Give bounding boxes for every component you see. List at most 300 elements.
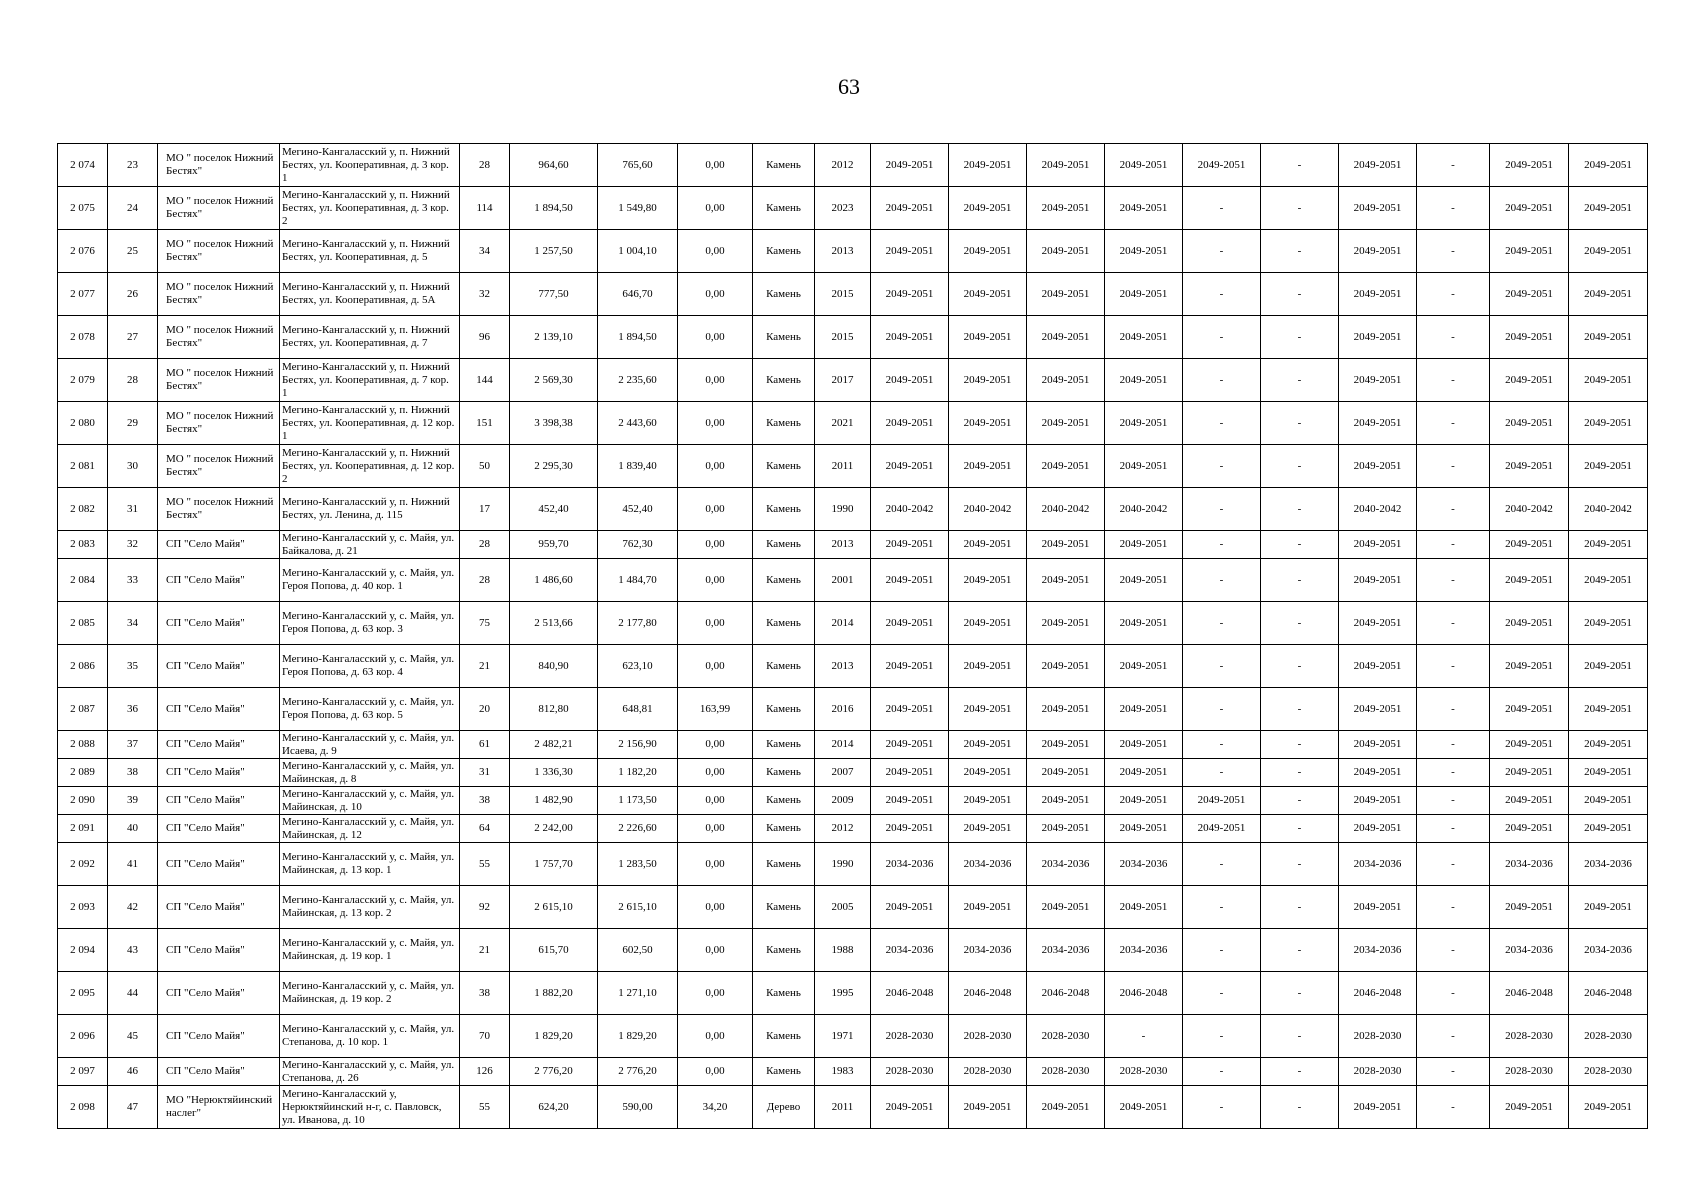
commission-year-cell: 2012 (815, 815, 871, 843)
repair-period-2-cell: 2049-2051 (949, 402, 1027, 445)
municipality-cell: МО " поселок Нижний Бестях" (158, 316, 280, 359)
commission-year-cell: 2012 (815, 144, 871, 187)
address-cell: Мегино-Кангаласский у, с. Майя, ул. Героя Попова, д. 63 кор. 5 (280, 688, 460, 731)
commission-year-cell: 2011 (815, 1086, 871, 1129)
total-area-cell: 3 398,38 (510, 402, 598, 445)
address-cell: Мегино-Кангаласский у, с. Майя, ул. Героя Попова, д. 63 кор. 4 (280, 645, 460, 688)
repair-period-5-cell: 2049-2051 (1183, 815, 1261, 843)
repair-period-10-cell: 2028-2030 (1569, 1015, 1648, 1058)
repair-period-8-cell: - (1417, 787, 1490, 815)
municipality-cell: СП "Село Майя" (158, 843, 280, 886)
total-area-cell: 1 486,60 (510, 559, 598, 602)
living-area-cell: 1 271,10 (598, 972, 678, 1015)
repair-period-6-cell: - (1261, 445, 1339, 488)
nonresidential-area-cell: 0,00 (678, 273, 753, 316)
repair-period-6-cell: - (1261, 316, 1339, 359)
table-row (58, 316, 1648, 359)
table-row (58, 144, 1648, 187)
repair-period-9-cell: 2049-2051 (1490, 187, 1569, 230)
repair-period-1-cell: 2049-2051 (871, 559, 949, 602)
repair-period-10-cell: 2046-2048 (1569, 972, 1648, 1015)
table-row (58, 815, 1648, 843)
repair-period-9-cell: 2049-2051 (1490, 1086, 1569, 1129)
municipality-cell: СП "Село Майя" (158, 645, 280, 688)
commission-year-cell: 2007 (815, 759, 871, 787)
address-cell: Мегино-Кангаласский у, п. Нижний Бестях, ул. Кооперативная, д. 5А (280, 273, 460, 316)
repair-period-7-cell: 2049-2051 (1339, 559, 1417, 602)
repair-period-3-cell: 2028-2030 (1027, 1015, 1105, 1058)
address-cell: Мегино-Кангаласский у, Нерюктяйинский н-г, с. Павловск, ул. Иванова, д. 10 (280, 1086, 460, 1129)
repair-period-7-cell: 2049-2051 (1339, 316, 1417, 359)
item-number-cell: 33 (108, 559, 158, 602)
repair-period-2-cell: 2049-2051 (949, 273, 1027, 316)
nonresidential-area-cell: 163,99 (678, 688, 753, 731)
repair-period-6-cell: - (1261, 187, 1339, 230)
repair-period-6-cell: - (1261, 688, 1339, 731)
repair-period-4-cell: 2040-2042 (1105, 488, 1183, 531)
wall-material-cell: Камень (753, 316, 815, 359)
wall-material-cell: Камень (753, 843, 815, 886)
repair-period-3-cell: 2049-2051 (1027, 645, 1105, 688)
repair-period-4-cell: 2028-2030 (1105, 1058, 1183, 1086)
repair-period-5-cell: - (1183, 759, 1261, 787)
item-number-cell: 44 (108, 972, 158, 1015)
repair-period-10-cell: 2034-2036 (1569, 929, 1648, 972)
repair-period-1-cell: 2049-2051 (871, 359, 949, 402)
address-cell: Мегино-Кангаласский у, с. Майя, ул. Степанова, д. 10 кор. 1 (280, 1015, 460, 1058)
address-cell: Мегино-Кангаласский у, п. Нижний Бестях, ул. Кооперативная, д. 7 кор. 1 (280, 359, 460, 402)
item-number-cell: 25 (108, 230, 158, 273)
repair-period-2-cell: 2049-2051 (949, 445, 1027, 488)
wall-material-cell: Камень (753, 402, 815, 445)
repair-period-6-cell: - (1261, 531, 1339, 559)
living-area-cell: 2 156,90 (598, 731, 678, 759)
residents-cell: 38 (460, 972, 510, 1015)
repair-period-3-cell: 2049-2051 (1027, 602, 1105, 645)
repair-period-2-cell: 2049-2051 (949, 359, 1027, 402)
repair-period-10-cell: 2049-2051 (1569, 815, 1648, 843)
repair-period-8-cell: - (1417, 815, 1490, 843)
living-area-cell: 2 615,10 (598, 886, 678, 929)
living-area-cell: 1 839,40 (598, 445, 678, 488)
wall-material-cell: Камень (753, 531, 815, 559)
repair-period-5-cell: - (1183, 843, 1261, 886)
housing-register-table (57, 143, 1648, 1129)
municipality-cell: МО " поселок Нижний Бестях" (158, 144, 280, 187)
repair-period-3-cell: 2049-2051 (1027, 187, 1105, 230)
repair-period-7-cell: 2049-2051 (1339, 886, 1417, 929)
total-area-cell: 1 882,20 (510, 972, 598, 1015)
repair-period-9-cell: 2049-2051 (1490, 230, 1569, 273)
repair-period-8-cell: - (1417, 759, 1490, 787)
table-row (58, 273, 1648, 316)
repair-period-3-cell: 2034-2036 (1027, 843, 1105, 886)
nonresidential-area-cell: 0,00 (678, 731, 753, 759)
residents-cell: 151 (460, 402, 510, 445)
repair-period-7-cell: 2049-2051 (1339, 602, 1417, 645)
repair-period-1-cell: 2049-2051 (871, 316, 949, 359)
repair-period-8-cell: - (1417, 359, 1490, 402)
repair-period-8-cell: - (1417, 688, 1490, 731)
repair-period-4-cell: 2049-2051 (1105, 559, 1183, 602)
living-area-cell: 646,70 (598, 273, 678, 316)
commission-year-cell: 2015 (815, 273, 871, 316)
repair-period-6-cell: - (1261, 843, 1339, 886)
repair-period-9-cell: 2028-2030 (1490, 1015, 1569, 1058)
wall-material-cell: Камень (753, 187, 815, 230)
repair-period-1-cell: 2049-2051 (871, 144, 949, 187)
repair-period-1-cell: 2049-2051 (871, 531, 949, 559)
commission-year-cell: 1995 (815, 972, 871, 1015)
nonresidential-area-cell: 0,00 (678, 1058, 753, 1086)
repair-period-8-cell: - (1417, 602, 1490, 645)
table-row (58, 1058, 1648, 1086)
repair-period-2-cell: 2034-2036 (949, 929, 1027, 972)
residents-cell: 28 (460, 531, 510, 559)
repair-period-4-cell: 2049-2051 (1105, 230, 1183, 273)
living-area-cell: 623,10 (598, 645, 678, 688)
registry-number-cell: 2 078 (58, 316, 108, 359)
repair-period-2-cell: 2049-2051 (949, 602, 1027, 645)
total-area-cell: 2 242,00 (510, 815, 598, 843)
total-area-cell: 2 513,66 (510, 602, 598, 645)
repair-period-4-cell: 2049-2051 (1105, 602, 1183, 645)
total-area-cell: 1 894,50 (510, 187, 598, 230)
item-number-cell: 37 (108, 731, 158, 759)
repair-period-5-cell: - (1183, 645, 1261, 688)
nonresidential-area-cell: 0,00 (678, 316, 753, 359)
repair-period-3-cell: 2049-2051 (1027, 1086, 1105, 1129)
item-number-cell: 28 (108, 359, 158, 402)
repair-period-7-cell: 2049-2051 (1339, 402, 1417, 445)
repair-period-10-cell: 2049-2051 (1569, 316, 1648, 359)
address-cell: Мегино-Кангаласский у, с. Майя, ул. Майинская, д. 12 (280, 815, 460, 843)
repair-period-7-cell: 2049-2051 (1339, 445, 1417, 488)
repair-period-5-cell: - (1183, 929, 1261, 972)
commission-year-cell: 2013 (815, 230, 871, 273)
repair-period-1-cell: 2049-2051 (871, 645, 949, 688)
item-number-cell: 47 (108, 1086, 158, 1129)
address-cell: Мегино-Кангаласский у, с. Майя, ул. Героя Попова, д. 63 кор. 3 (280, 602, 460, 645)
repair-period-10-cell: 2049-2051 (1569, 273, 1648, 316)
repair-period-7-cell: 2049-2051 (1339, 815, 1417, 843)
repair-period-5-cell: - (1183, 187, 1261, 230)
repair-period-5-cell: - (1183, 1015, 1261, 1058)
repair-period-10-cell: 2049-2051 (1569, 787, 1648, 815)
repair-period-9-cell: 2049-2051 (1490, 445, 1569, 488)
address-cell: Мегино-Кангаласский у, с. Майя, ул. Байкалова, д. 21 (280, 531, 460, 559)
registry-number-cell: 2 087 (58, 688, 108, 731)
repair-period-3-cell: 2049-2051 (1027, 787, 1105, 815)
repair-period-1-cell: 2028-2030 (871, 1015, 949, 1058)
total-area-cell: 812,80 (510, 688, 598, 731)
repair-period-7-cell: 2049-2051 (1339, 645, 1417, 688)
repair-period-7-cell: 2049-2051 (1339, 359, 1417, 402)
repair-period-10-cell: 2040-2042 (1569, 488, 1648, 531)
repair-period-3-cell: 2049-2051 (1027, 359, 1105, 402)
repair-period-2-cell: 2049-2051 (949, 886, 1027, 929)
repair-period-3-cell: 2040-2042 (1027, 488, 1105, 531)
repair-period-4-cell: 2049-2051 (1105, 688, 1183, 731)
repair-period-7-cell: 2034-2036 (1339, 929, 1417, 972)
repair-period-5-cell: - (1183, 531, 1261, 559)
repair-period-6-cell: - (1261, 929, 1339, 972)
repair-period-8-cell: - (1417, 144, 1490, 187)
item-number-cell: 26 (108, 273, 158, 316)
repair-period-1-cell: 2028-2030 (871, 1058, 949, 1086)
total-area-cell: 2 615,10 (510, 886, 598, 929)
living-area-cell: 2 226,60 (598, 815, 678, 843)
repair-period-7-cell: 2049-2051 (1339, 230, 1417, 273)
table-row (58, 843, 1648, 886)
page-number: 63 (838, 74, 860, 99)
address-cell: Мегино-Кангаласский у, с. Майя, ул. Майинская, д. 10 (280, 787, 460, 815)
municipality-cell: МО " поселок Нижний Бестях" (158, 445, 280, 488)
repair-period-10-cell: 2049-2051 (1569, 559, 1648, 602)
repair-period-2-cell: 2049-2051 (949, 645, 1027, 688)
registry-number-cell: 2 085 (58, 602, 108, 645)
residents-cell: 31 (460, 759, 510, 787)
repair-period-7-cell: 2046-2048 (1339, 972, 1417, 1015)
repair-period-4-cell: 2049-2051 (1105, 886, 1183, 929)
commission-year-cell: 2014 (815, 731, 871, 759)
repair-period-3-cell: 2049-2051 (1027, 445, 1105, 488)
total-area-cell: 840,90 (510, 645, 598, 688)
living-area-cell: 2 177,80 (598, 602, 678, 645)
address-cell: Мегино-Кангаласский у, с. Майя, ул. Майинская, д. 13 кор. 1 (280, 843, 460, 886)
registry-number-cell: 2 080 (58, 402, 108, 445)
living-area-cell: 1 283,50 (598, 843, 678, 886)
repair-period-8-cell: - (1417, 402, 1490, 445)
nonresidential-area-cell: 0,00 (678, 144, 753, 187)
residents-cell: 114 (460, 187, 510, 230)
repair-period-2-cell: 2049-2051 (949, 531, 1027, 559)
repair-period-3-cell: 2049-2051 (1027, 559, 1105, 602)
municipality-cell: СП "Село Майя" (158, 1058, 280, 1086)
repair-period-5-cell: 2049-2051 (1183, 787, 1261, 815)
repair-period-6-cell: - (1261, 602, 1339, 645)
commission-year-cell: 2017 (815, 359, 871, 402)
municipality-cell: СП "Село Майя" (158, 886, 280, 929)
repair-period-2-cell: 2049-2051 (949, 759, 1027, 787)
repair-period-6-cell: - (1261, 1086, 1339, 1129)
wall-material-cell: Камень (753, 559, 815, 602)
repair-period-6-cell: - (1261, 759, 1339, 787)
living-area-cell: 1 829,20 (598, 1015, 678, 1058)
repair-period-9-cell: 2049-2051 (1490, 787, 1569, 815)
repair-period-10-cell: 2049-2051 (1569, 445, 1648, 488)
repair-period-3-cell: 2028-2030 (1027, 1058, 1105, 1086)
repair-period-4-cell: 2049-2051 (1105, 402, 1183, 445)
residents-cell: 21 (460, 929, 510, 972)
nonresidential-area-cell: 0,00 (678, 645, 753, 688)
residents-cell: 17 (460, 488, 510, 531)
nonresidential-area-cell: 0,00 (678, 759, 753, 787)
repair-period-4-cell: 2049-2051 (1105, 187, 1183, 230)
repair-period-7-cell: 2049-2051 (1339, 144, 1417, 187)
repair-period-8-cell: - (1417, 531, 1490, 559)
registry-number-cell: 2 082 (58, 488, 108, 531)
wall-material-cell: Камень (753, 929, 815, 972)
wall-material-cell: Камень (753, 815, 815, 843)
repair-period-2-cell: 2040-2042 (949, 488, 1027, 531)
repair-period-1-cell: 2049-2051 (871, 688, 949, 731)
repair-period-2-cell: 2028-2030 (949, 1058, 1027, 1086)
repair-period-10-cell: 2028-2030 (1569, 1058, 1648, 1086)
repair-period-9-cell: 2034-2036 (1490, 843, 1569, 886)
repair-period-1-cell: 2046-2048 (871, 972, 949, 1015)
residents-cell: 70 (460, 1015, 510, 1058)
commission-year-cell: 2015 (815, 316, 871, 359)
repair-period-2-cell: 2049-2051 (949, 316, 1027, 359)
address-cell: Мегино-Кангаласский у, с. Майя, ул. Майинская, д. 19 кор. 2 (280, 972, 460, 1015)
residents-cell: 55 (460, 843, 510, 886)
item-number-cell: 43 (108, 929, 158, 972)
repair-period-10-cell: 2049-2051 (1569, 759, 1648, 787)
residents-cell: 144 (460, 359, 510, 402)
repair-period-1-cell: 2034-2036 (871, 843, 949, 886)
registry-number-cell: 2 092 (58, 843, 108, 886)
nonresidential-area-cell: 0,00 (678, 843, 753, 886)
repair-period-3-cell: 2049-2051 (1027, 316, 1105, 359)
repair-period-3-cell: 2049-2051 (1027, 402, 1105, 445)
municipality-cell: СП "Село Майя" (158, 787, 280, 815)
repair-period-6-cell: - (1261, 1015, 1339, 1058)
commission-year-cell: 2009 (815, 787, 871, 815)
residents-cell: 20 (460, 688, 510, 731)
repair-period-6-cell: - (1261, 144, 1339, 187)
item-number-cell: 41 (108, 843, 158, 886)
repair-period-10-cell: 2049-2051 (1569, 402, 1648, 445)
repair-period-6-cell: - (1261, 886, 1339, 929)
municipality-cell: МО " поселок Нижний Бестях" (158, 359, 280, 402)
living-area-cell: 2 443,60 (598, 402, 678, 445)
repair-period-5-cell: - (1183, 402, 1261, 445)
repair-period-5-cell: - (1183, 273, 1261, 316)
repair-period-5-cell: - (1183, 316, 1261, 359)
register-body (58, 144, 1648, 1129)
repair-period-1-cell: 2049-2051 (871, 731, 949, 759)
living-area-cell: 1 484,70 (598, 559, 678, 602)
repair-period-8-cell: - (1417, 731, 1490, 759)
item-number-cell: 36 (108, 688, 158, 731)
municipality-cell: МО " поселок Нижний Бестях" (158, 488, 280, 531)
repair-period-1-cell: 2049-2051 (871, 787, 949, 815)
commission-year-cell: 2013 (815, 531, 871, 559)
municipality-cell: СП "Село Майя" (158, 1015, 280, 1058)
repair-period-8-cell: - (1417, 1086, 1490, 1129)
municipality-cell: МО "Нерюктяйинский наслег" (158, 1086, 280, 1129)
nonresidential-area-cell: 0,00 (678, 886, 753, 929)
commission-year-cell: 1990 (815, 843, 871, 886)
wall-material-cell: Камень (753, 359, 815, 402)
repair-period-3-cell: 2034-2036 (1027, 929, 1105, 972)
municipality-cell: МО " поселок Нижний Бестях" (158, 402, 280, 445)
registry-number-cell: 2 083 (58, 531, 108, 559)
total-area-cell: 2 139,10 (510, 316, 598, 359)
address-cell: Мегино-Кангаласский у, с. Майя, ул. Майинская, д. 8 (280, 759, 460, 787)
repair-period-5-cell: - (1183, 445, 1261, 488)
repair-period-4-cell: 2034-2036 (1105, 843, 1183, 886)
repair-period-2-cell: 2049-2051 (949, 187, 1027, 230)
table-row (58, 488, 1648, 531)
commission-year-cell: 2001 (815, 559, 871, 602)
repair-period-4-cell: 2049-2051 (1105, 531, 1183, 559)
address-cell: Мегино-Кангаласский у, с. Майя, ул. Героя Попова, д. 40 кор. 1 (280, 559, 460, 602)
total-area-cell: 1 829,20 (510, 1015, 598, 1058)
repair-period-2-cell: 2049-2051 (949, 559, 1027, 602)
repair-period-8-cell: - (1417, 187, 1490, 230)
nonresidential-area-cell: 0,00 (678, 488, 753, 531)
item-number-cell: 30 (108, 445, 158, 488)
residents-cell: 21 (460, 645, 510, 688)
wall-material-cell: Камень (753, 886, 815, 929)
repair-period-7-cell: 2034-2036 (1339, 843, 1417, 886)
repair-period-2-cell: 2028-2030 (949, 1015, 1027, 1058)
living-area-cell: 762,30 (598, 531, 678, 559)
repair-period-8-cell: - (1417, 972, 1490, 1015)
registry-number-cell: 2 081 (58, 445, 108, 488)
repair-period-4-cell: 2034-2036 (1105, 929, 1183, 972)
address-cell: Мегино-Кангаласский у, с. Майя, ул. Майинская, д. 19 кор. 1 (280, 929, 460, 972)
repair-period-1-cell: 2049-2051 (871, 230, 949, 273)
total-area-cell: 1 482,90 (510, 787, 598, 815)
repair-period-2-cell: 2049-2051 (949, 815, 1027, 843)
repair-period-9-cell: 2049-2051 (1490, 645, 1569, 688)
repair-period-7-cell: 2049-2051 (1339, 1086, 1417, 1129)
registry-number-cell: 2 084 (58, 559, 108, 602)
wall-material-cell: Камень (753, 645, 815, 688)
repair-period-8-cell: - (1417, 929, 1490, 972)
repair-period-6-cell: - (1261, 645, 1339, 688)
item-number-cell: 45 (108, 1015, 158, 1058)
municipality-cell: МО " поселок Нижний Бестях" (158, 230, 280, 273)
item-number-cell: 31 (108, 488, 158, 531)
repair-period-1-cell: 2034-2036 (871, 929, 949, 972)
repair-period-4-cell: 2049-2051 (1105, 445, 1183, 488)
item-number-cell: 38 (108, 759, 158, 787)
item-number-cell: 29 (108, 402, 158, 445)
total-area-cell: 959,70 (510, 531, 598, 559)
address-cell: Мегино-Кангаласский у, п. Нижний Бестях, ул. Кооперативная, д. 12 кор. 1 (280, 402, 460, 445)
item-number-cell: 32 (108, 531, 158, 559)
municipality-cell: МО " поселок Нижний Бестях" (158, 273, 280, 316)
total-area-cell: 2 776,20 (510, 1058, 598, 1086)
nonresidential-area-cell: 0,00 (678, 230, 753, 273)
item-number-cell: 24 (108, 187, 158, 230)
item-number-cell: 27 (108, 316, 158, 359)
item-number-cell: 35 (108, 645, 158, 688)
total-area-cell: 624,20 (510, 1086, 598, 1129)
commission-year-cell: 1971 (815, 1015, 871, 1058)
address-cell: Мегино-Кангаласский у, п. Нижний Бестях, ул. Кооперативная, д. 7 (280, 316, 460, 359)
commission-year-cell: 2016 (815, 688, 871, 731)
repair-period-5-cell: 2049-2051 (1183, 144, 1261, 187)
repair-period-8-cell: - (1417, 316, 1490, 359)
residents-cell: 92 (460, 886, 510, 929)
repair-period-6-cell: - (1261, 488, 1339, 531)
repair-period-10-cell: 2034-2036 (1569, 843, 1648, 886)
repair-period-8-cell: - (1417, 886, 1490, 929)
registry-number-cell: 2 096 (58, 1015, 108, 1058)
table-row (58, 187, 1648, 230)
table-row (58, 1086, 1648, 1129)
nonresidential-area-cell: 0,00 (678, 1015, 753, 1058)
repair-period-8-cell: - (1417, 445, 1490, 488)
repair-period-9-cell: 2040-2042 (1490, 488, 1569, 531)
registry-number-cell: 2 077 (58, 273, 108, 316)
repair-period-2-cell: 2049-2051 (949, 731, 1027, 759)
